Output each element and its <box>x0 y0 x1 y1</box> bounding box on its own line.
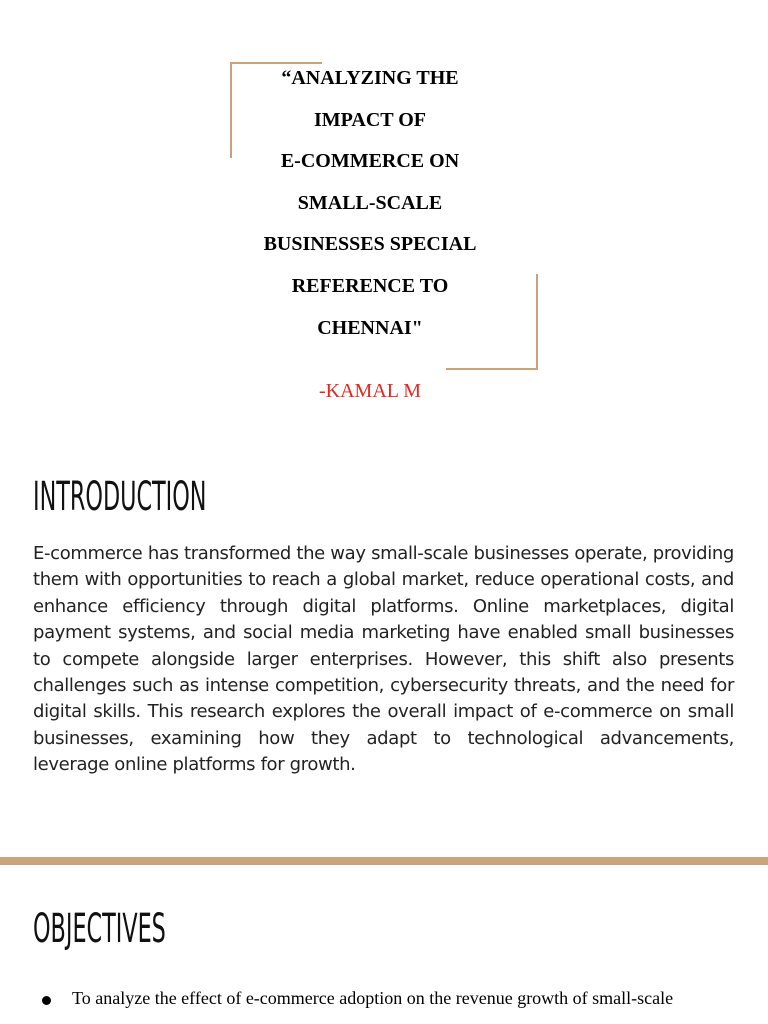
bullet-icon <box>42 996 51 1005</box>
title-line: SMALL-SCALE <box>297 191 443 214</box>
title-line: IMPACT OF <box>313 108 427 131</box>
author-name: -KAMAL M <box>318 380 422 402</box>
introduction-paragraph: E-commerce has transformed the way small-scale businesses operate, providing them with opportunities to reach a global market, reduce operational costs, and enhance efficiency through digital platforms. Online marketplaces, digital payment systems, and social media marketing have enabled small businesses to compete alongside larger enterprises. However, this shift also presents challenges such as intense competition, cybersecurity threats, and the need for digital skills. This research explores the overall impact of e-commerce on small businesses, examining how they adapt to technological advancements, leverage online platforms for growth. <box>33 543 734 776</box>
objectives-heading: OBJECTIVES <box>33 906 166 952</box>
objective-text: To analyze the effect of e-commerce adoption on the revenue growth of small-scale <box>72 988 674 1008</box>
title-line: “ANALYZING THE <box>281 67 459 89</box>
section-divider <box>0 857 768 865</box>
document-title <box>230 58 510 349</box>
title-line: BUSINESSES SPECIAL <box>263 233 477 256</box>
title-line: REFERENCE TO <box>291 274 449 297</box>
title-line: E-COMMERCE ON <box>280 150 460 173</box>
introduction-heading: INTRODUCTION <box>33 474 207 520</box>
title-line: CHENNAI" <box>317 316 423 339</box>
